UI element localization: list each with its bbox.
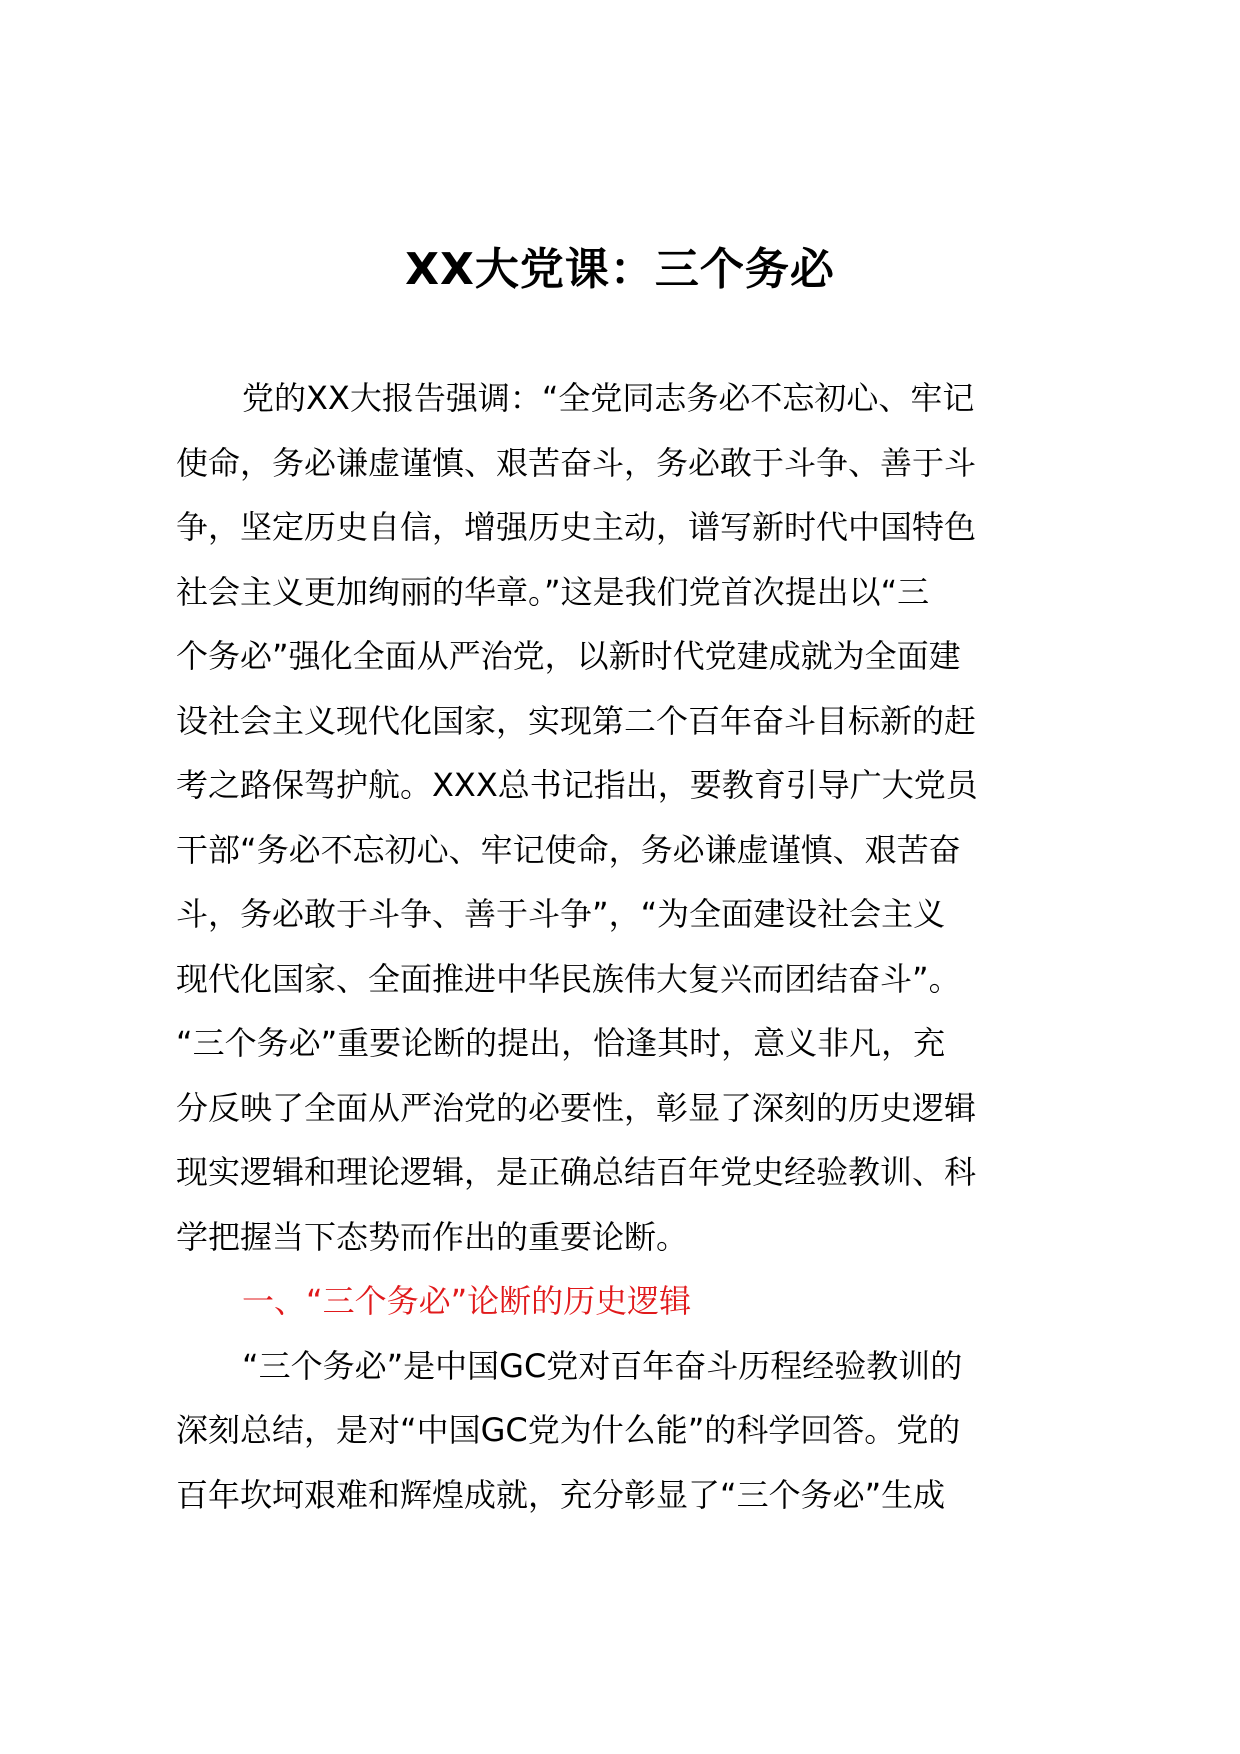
paragraph-line: 使命，务必谦虚谨慎、艰苦奋斗，务必敢于斗争、善于斗 — [176, 443, 977, 482]
paragraph-line: 党的XX大报告强调：“全党同志务必不忘初心、牢记 — [242, 379, 975, 417]
paragraph-line: 考之路保驾护航。XXX总书记指出，要教育引导广大党员 — [176, 766, 978, 804]
paragraph-line: 社会主义更加绚丽的华章。”这是我们党首次提出以“三 — [176, 572, 930, 611]
paragraph-line: 现代化国家、全面推进中华民族伟大复兴而团结奋斗”。 — [176, 959, 961, 998]
paragraph-line: 干部“务必不忘初心、牢记使命，务必谦虚谨慎、艰苦奋 — [176, 830, 961, 869]
paragraph-line: 争，坚定历史自信，增强历史主动，谱写新时代中国特色 — [176, 508, 977, 546]
paragraph-line: 斗，务必敢于斗争、善于斗争”，“为全面建设社会主义 — [176, 895, 946, 933]
paragraph-line: “三个务必”是中国GC党对百年奋斗历程经验教训的 — [242, 1346, 963, 1385]
paragraph-line: 设社会主义现代化国家，实现第二个百年奋斗目标新的赶 — [176, 701, 977, 740]
paragraph-line: 分反映了全面从严治党的必要性，彰显了深刻的历史逻辑 — [176, 1088, 977, 1127]
paragraph-line: 百年坎坷艰难和辉煌成就，充分彰显了“三个务必”生成 — [176, 1475, 946, 1514]
paragraph-line: 现实逻辑和理论逻辑，是正确总结百年党史经验教训、科 — [176, 1153, 977, 1191]
paragraph-line: “三个务必”重要论断的提出，恰逢其时，意义非凡，充 — [176, 1024, 946, 1062]
document-body — [176, 366, 1096, 1527]
paragraph-line: 深刻总结，是对“中国GC党为什么能”的科学回答。党的 — [176, 1411, 961, 1449]
section-heading: 一、“三个务必”论断的历史逻辑 — [242, 1282, 692, 1320]
paragraph-line: 学把握当下态势而作出的重要论断。 — [176, 1217, 689, 1256]
document-title: XX大党课：三个务必 — [405, 244, 835, 295]
paragraph-line: 个务必”强化全面从严治党，以新时代党建成就为全面建 — [176, 637, 961, 675]
